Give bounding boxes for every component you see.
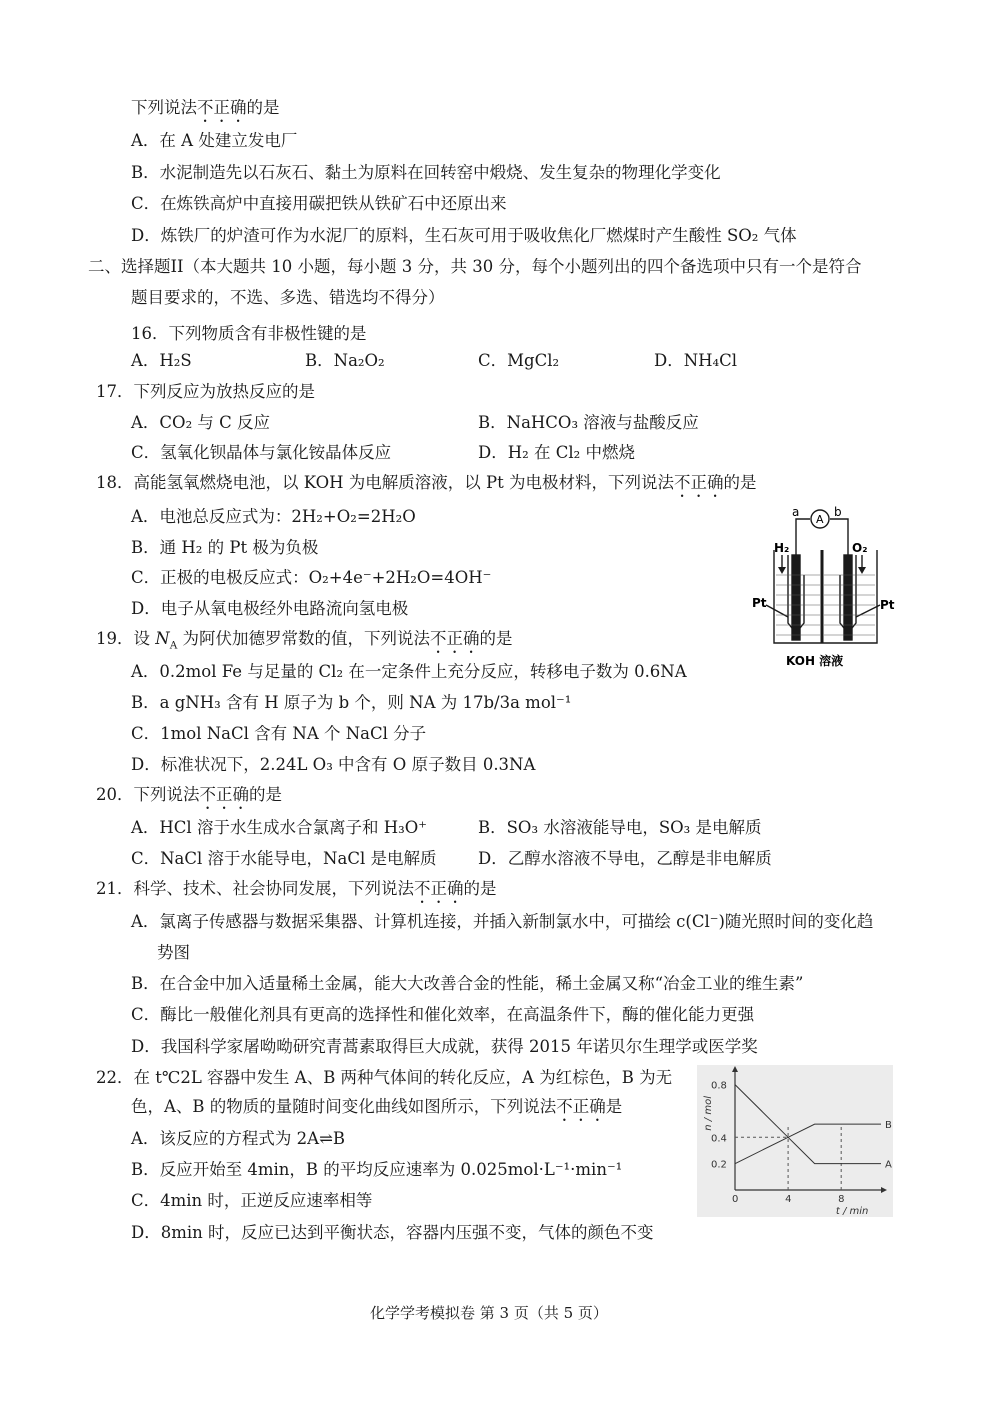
q22-stem-line2: 色，A、B 的物质的量随时间变化曲线如图所示，下列说法不正确是 [131,1097,623,1116]
q15-option-d: D．炼铁厂的炉渣可作为水泥厂的原料，生石灰可用于吸收焦化厂燃煤时产生酸性 SO₂ 气体 [131,226,797,245]
y-tick-label: 0.2 [711,1159,727,1171]
series-label: B [885,1120,892,1132]
q18-stem: 18．高能氢氧燃烧电池，以 KOH 为电解质溶液，以 Pt 为电极材料，下列说法不正确的是 [96,473,757,492]
fig-label-b: b [834,505,842,519]
q17-option-c: C．氢氧化钡晶体与氯化铵晶体反应 [131,443,392,462]
q22-option-d: D．8min 时，反应已达到平衡状态，容器内压强不变，气体的颜色不变 [131,1223,654,1242]
q20-option-a: A．HCl 溶于水生成水合氯离子和 H₃O⁺ [131,818,427,837]
q21-option-a-line2: 势图 [157,943,190,962]
q18-option-a: A．电池总反应式为：2H₂+O₂=2H₂O [131,507,416,526]
q18-option-b: B．通 H₂ 的 Pt 极为负极 [131,538,319,557]
q21-option-b: B．在合金中加入适量稀土金属，能大大改善合金的性能，稀土金属又称“冶金工业的维生素” [131,974,804,993]
q21-stem: 21．科学、技术、社会协同发展，下列说法不正确的是 [96,879,497,898]
q20-stem: 20．下列说法不正确的是 [96,785,282,804]
fig-label-pt-left: Pt [752,596,767,610]
q22-option-c: C．4min 时，正逆反应速率相等 [131,1191,373,1210]
y-axis-label: n / mol [703,1096,714,1131]
q22-option-b: B．反应开始至 4min，B 的平均反应速率为 0.025mol·L⁻¹·min⁻¹ [131,1160,623,1179]
q20-option-c: C．NaCl 溶于水能导电，NaCl 是电解质 [131,849,437,868]
fuel-cell-diagram [752,505,902,670]
q15-stem: 下列说法不正确的是 [131,98,280,117]
q16-stem: 16．下列物质含有非极性键的是 [131,324,367,343]
q16-option-c: C．MgCl₂ [478,351,560,370]
q22-stem-line1: 22．在 t℃2L 容器中发生 A、B 两种气体间的转化反应，A 为红棕色，B 为无 [96,1068,673,1087]
q16-option-b: B．Na₂O₂ [305,351,385,370]
x-tick-label: 0 [732,1194,739,1205]
q18-option-d: D．电子从氧电极经外电路流向氢电极 [131,599,409,618]
q15-option-c: C．在炼铁高炉中直接用碳把铁从铁矿石中还原出来 [131,194,507,213]
q16-option-d: D．NH₄Cl [654,351,738,370]
y-tick-label: 0.8 [711,1080,727,1092]
q16-option-a: A．H₂S [131,351,192,370]
q17-option-a: A．CO₂ 与 C 反应 [131,413,271,432]
x-tick-label: 4 [785,1194,792,1205]
q19-option-a: A．0.2mol Fe 与足量的 Cl₂ 在一定条件上充分反应，转移电子数为 0.6NA [131,662,687,681]
q21-option-c: C．酶比一般催化剂具有更高的选择性和催化效率，在高温条件下，酶的催化能力更强 [131,1005,755,1024]
x-axis-arrow [881,1187,887,1193]
fig-label-a: a [792,505,800,519]
x-axis-label: t / min [835,1206,869,1217]
q15-option-b: B．水泥制造先以石灰石、黏土为原料在回转窑中煅烧、发生复杂的物理化学变化 [131,163,721,182]
q20-option-d: D．乙醇水溶液不导电，乙醇是非电解质 [478,849,772,868]
q15-option-a: A．在 A 处建立发电厂 [131,131,298,150]
fig-label-pt-right: Pt [880,598,895,612]
q18-option-c: C．正极的电极反应式：O₂+4e⁻+2H₂O=4OH⁻ [131,568,492,587]
fig-meter-a: A [816,513,824,526]
series-label: A [885,1159,892,1171]
q19-option-b: B．a gNH₃ 含有 H 原子为 b 个，则 NA 为 17b/3a mol⁻¹ [131,693,572,712]
y-tick-label: 0.4 [711,1133,727,1145]
section2-header-line2: 题目要求的，不选、多选、错选均不得分） [131,288,445,307]
q21-option-a-line1: A．氯离子传感器与数据采集器、计算机连接，并插入新制氯水中，可描绘 c(Cl⁻)随光照时间的变化趋 [131,912,874,931]
fig-label-h2: H₂ [774,541,790,555]
q22-chart [697,1065,893,1217]
page-footer: 化学学考模拟卷 第 3 页（共 5 页） [370,1304,608,1322]
q17-option-b: B．NaHCO₃ 溶液与盐酸反应 [478,413,699,432]
x-tick-label: 8 [838,1194,845,1205]
fig-label-o2: O₂ [852,541,868,555]
q21-option-d: D．我国科学家屠呦呦研究青蒿素取得巨大成就，获得 2015 年诺贝尔生理学或医学奖 [131,1037,758,1056]
q20-option-b: B．SO₃ 水溶液能导电，SO₃ 是电解质 [478,818,762,837]
q17-option-d: D．H₂ 在 Cl₂ 中燃烧 [478,443,635,462]
q19-option-d: D．标准状况下，2.24L O₃ 中含有 O 原子数目 0.3NA [131,755,536,774]
q19-option-c: C．1mol NaCl 含有 NA 个 NaCl 分子 [131,724,427,743]
q19-stem: 19．设 $N_A$ 为阿伏加德罗常数的值，下列说法不正确的是 [96,629,513,652]
y-axis-arrow [732,1066,738,1072]
fig-caption: KOH 溶液 [786,654,844,668]
section2-header-line1: 二、选择题II（本大题共 10 小题，每小题 3 分，共 30 分，每个小题列出的四个备选项中只有一个是符合 [88,257,862,276]
q22-option-a: A．该反应的方程式为 2A⇌B [131,1129,346,1148]
q17-stem: 17．下列反应为放热反应的是 [96,382,315,401]
